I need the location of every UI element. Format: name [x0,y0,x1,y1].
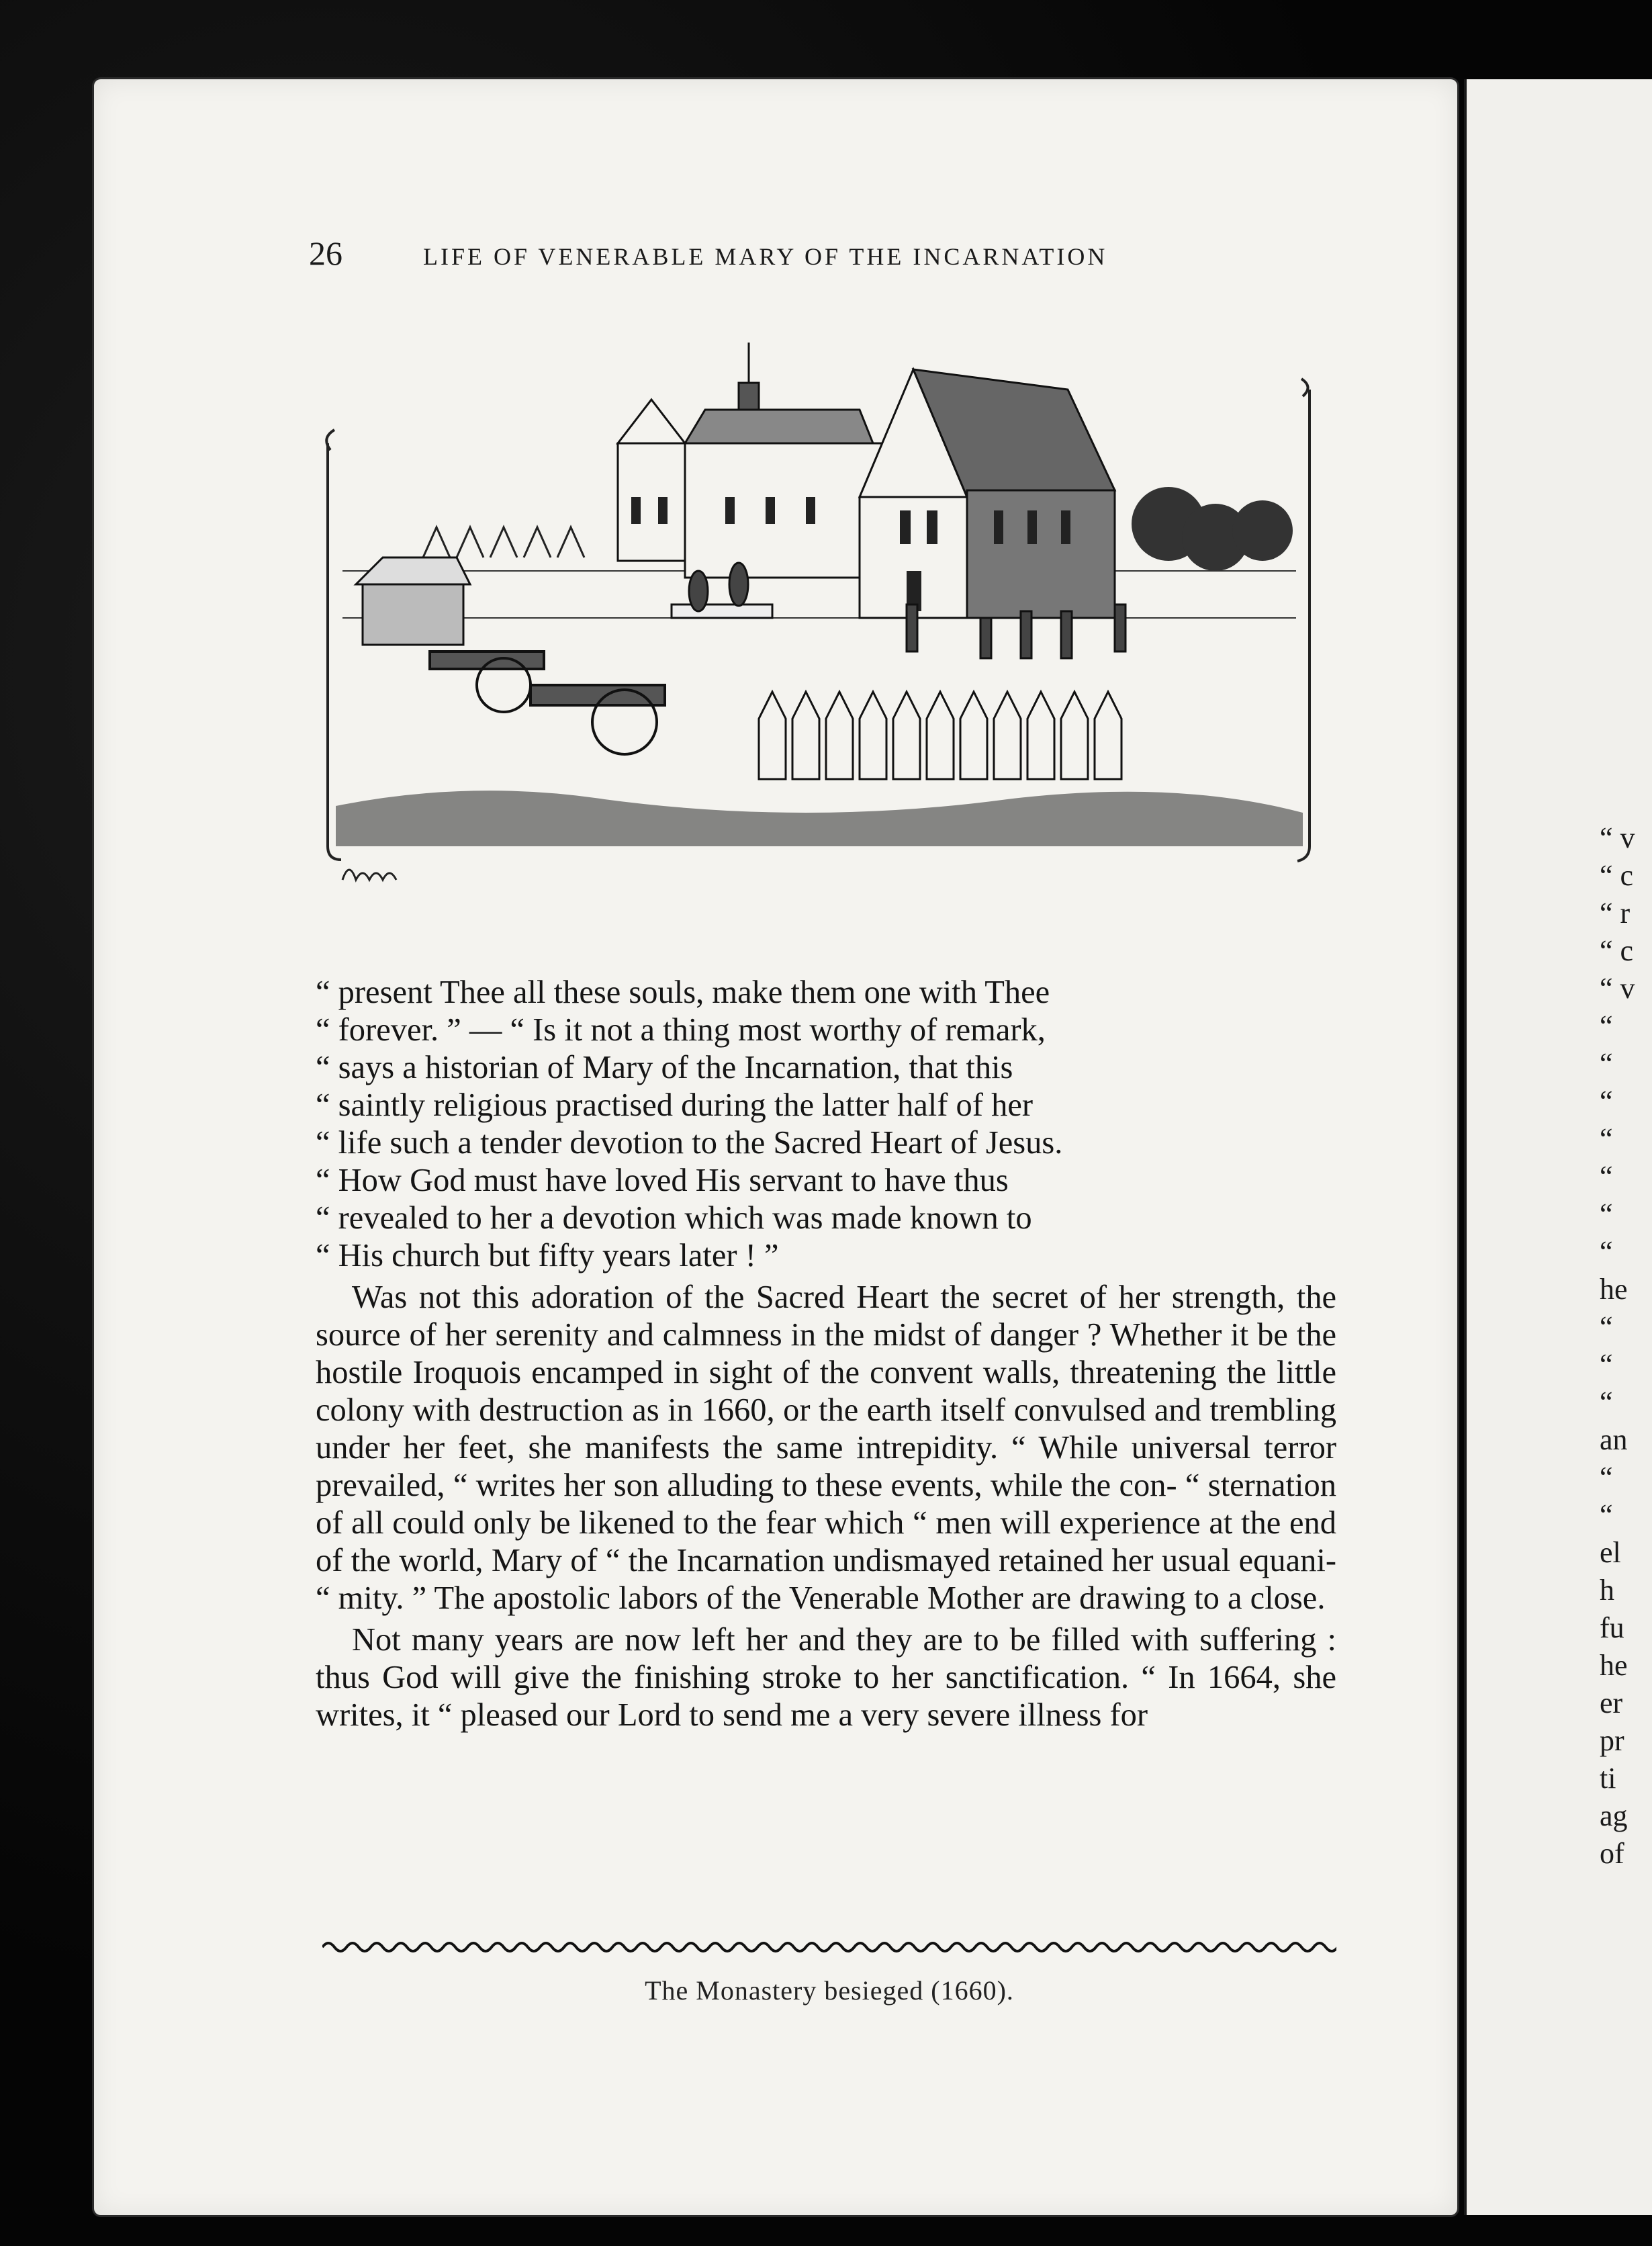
quote-line: “ How God must have loved His servant to have thus [316,1163,1009,1198]
facing-page-fragments [1600,819,1652,1873]
fragment-line: fu [1600,1611,1624,1644]
quote-line: “ revealed to her a devotion which was made known to [316,1200,1032,1236]
quote-line: “ saintly religious practised during the latter half of her [316,1087,1033,1123]
fragment-line: el [1600,1536,1621,1569]
body-text [316,974,1336,1734]
quote-line: “ says a historian of Mary of the Incarnation, that this [316,1050,1013,1085]
fragment-line: “ [1600,1047,1613,1080]
fragment-line: “ [1600,1498,1613,1531]
fragment-line: ti [1600,1762,1616,1795]
fragment-line: “ v [1600,821,1635,854]
fragment-line: “ c [1600,934,1634,967]
paragraph: Was not this adoration of the Sacred Heart the secret of her strength, the source of her serenity and calmness in the midst of danger ? Whether it be the hostile Iroquois encamped in sight of the convent walls, threatening the little colony with destruction as in 1660, or the earth itself convulsed and trembling under her feet, she manifests the same intrepidity. “ While universal terror prevailed, “ writes her son alluding to these events, while the con- “ sternation of all could only be likened to the fear which “ men will experience at the end of the world, Mary of “ the Incarnation undismayed retained her usual equani- “ mity. ” The apostolic labors of the Venerable Mother are drawing to a close. [316,1279,1336,1616]
fragment-line: “ [1600,1009,1613,1042]
fragment-line: he [1600,1649,1628,1682]
fragment-line: “ [1600,1348,1613,1381]
fragment-line: pr [1600,1724,1624,1757]
fragment-line: of [1600,1837,1624,1870]
running-title: LIFE OF VENERABLE MARY OF THE INCARNATION [423,243,1108,270]
paragraph: Not many years are now left her and they are to be filled with suffering : thus God will give the finishing stroke to her sanctification. “ In 1664, she writes, it “ pleased our Lord to send me a very severe illness for [316,1622,1336,1733]
fragment-line: “ [1600,1386,1613,1419]
illustration-caption: The Monastery besieged (1660). [645,1975,1014,2006]
monastery-engraving [322,336,1330,893]
fragment-line: “ [1600,1122,1613,1155]
fragment-line: ag [1600,1799,1628,1832]
fragment-line: he [1600,1273,1628,1306]
fragment-line: “ [1600,1198,1613,1230]
fragment-line: “ [1600,1160,1613,1193]
fragment-line: “ c [1600,859,1634,892]
fragment-line: “ [1600,1310,1613,1343]
fragment-line: “ [1600,1235,1613,1268]
fragment-line: “ v [1600,972,1635,1005]
fragment-line: er [1600,1687,1623,1719]
fragment-line: “ r [1600,897,1631,930]
quote-line: “ forever. ” — “ Is it not a thing most worthy of remark, [316,1012,1046,1048]
fragment-line: “ [1600,1085,1613,1118]
quote-line: “ present Thee all these souls, make them one with Thee [316,975,1050,1010]
quote-line: “ His church but fifty years later ! ” [316,1238,779,1273]
page-number: 26 [309,234,342,272]
page-header [309,234,1195,274]
fragment-line: an [1600,1423,1628,1456]
quote-line: “ life such a tender devotion to the Sacred Heart of Jesus. [316,1125,1063,1161]
fragment-line: h [1600,1574,1614,1607]
fragment-line: “ [1600,1461,1613,1494]
wavy-rule [322,1936,1336,1959]
